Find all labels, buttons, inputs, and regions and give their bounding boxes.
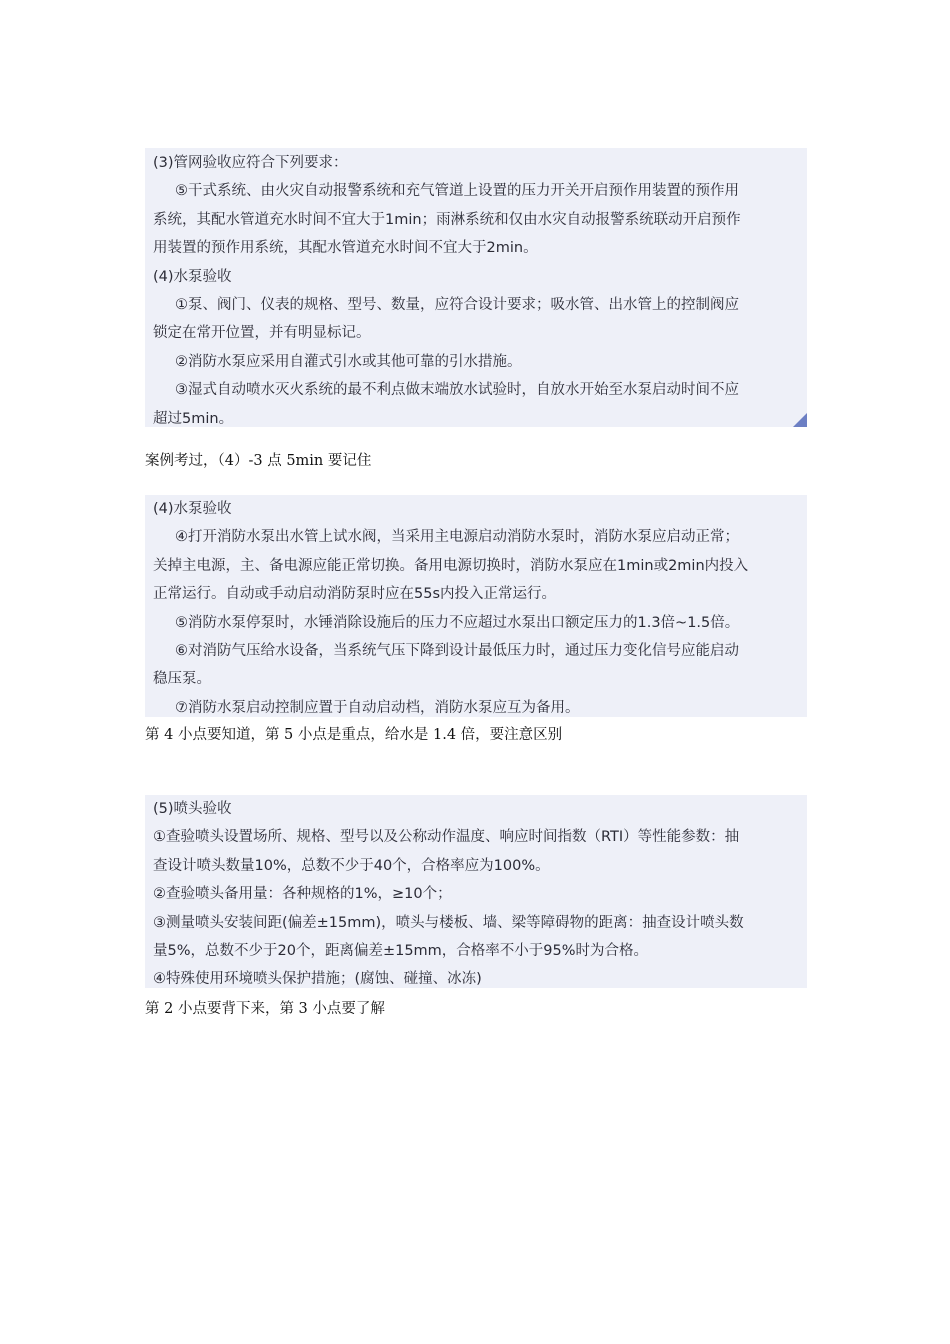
text-line: ②查验喷头备用量：各种规格的1%，≥10个；	[153, 886, 452, 903]
excerpt-box-pump-acceptance	[145, 495, 807, 717]
text-line: ④特殊使用环境喷头保护措施；(腐蚀、碰撞、冰冻)	[153, 971, 482, 988]
excerpt-box-pipe-and-pump	[145, 148, 807, 427]
study-note-1: 案例考过，（4）-3 点 5min 要记住	[145, 453, 372, 469]
text-line: ①查验喷头设置场所、规格、型号以及公称动作温度、响应时间指数（RTI）等性能参数：抽	[153, 829, 740, 846]
text-line: 锁定在常开位置，并有明显标记。	[153, 325, 371, 342]
text-line: ②消防水泵应采用自灌式引水或其他可靠的引水措施。	[175, 353, 522, 370]
corner-triangle-icon	[793, 413, 807, 427]
text-line: ⑤干式系统、由火灾自动报警系统和充气管道上设置的压力开关开启预作用装置的预作用	[175, 183, 739, 200]
text-line: ⑥对消防气压给水设备，当系统气压下降到设计最低压力时，通过压力变化信号应能启动	[175, 643, 739, 660]
study-note-2: 第 4 小点要知道，第 5 小点是重点，给水是 1.4 倍，要注意区别	[145, 727, 563, 743]
text-line: ⑦消防水泵启动控制应置于自动启动档，消防水泵应互为备用。	[175, 699, 580, 716]
text-line: ③湿式自动喷水灭火系统的最不利点做末端放水试验时，自放水开始至水泵启动时间不应	[175, 382, 739, 399]
text-line: 查设计喷头数量10%，总数不少于40个，合格率应为100%。	[153, 857, 550, 874]
study-note-3: 第 2 小点要背下来，第 3 小点要了解	[145, 1001, 385, 1017]
text-line: 关掉主电源，主、备电源应能正常切换。备用电源切换时，消防水泵应在1min或2min内投入	[153, 557, 749, 574]
text-line: ①泵、阀门、仪表的规格、型号、数量，应符合设计要求；吸水管、出水管上的控制阀应	[175, 297, 739, 314]
heading-sprinkler-acceptance: (5)喷头验收	[153, 801, 232, 817]
heading-pump-acceptance: (4)水泵验收	[153, 268, 232, 285]
text-line: 超过5min。	[153, 410, 234, 427]
text-line: ④打开消防水泵出水管上试水阀，当采用主电源启动消防水泵时，消防水泵应启动正常；	[175, 529, 739, 546]
text-line: 正常运行。自动或手动启动消防泵时应在55s内投入正常运行。	[153, 586, 557, 603]
heading-pipe-acceptance: (3)管网验收应符合下列要求：	[153, 155, 348, 171]
excerpt-box-sprinkler-acceptance	[145, 795, 807, 988]
text-line: 用装置的预作用系统，其配水管道充水时间不宜大于2min。	[153, 240, 538, 257]
text-line: 系统，其配水管道充水时间不宜大于1min；雨淋系统和仅由水灾自动报警系统联动开启预作	[153, 211, 741, 228]
text-line: ⑤消防水泵停泵时，水锤消除设施后的压力不应超过水泵出口额定压力的1.3倍~1.5倍。	[175, 614, 740, 631]
text-line: ③测量喷头安装间距(偏差±15mm)，喷头与楼板、墙、梁等障碍物的距离：抽查设计喷头数	[153, 914, 744, 931]
text-line: 稳压泵。	[153, 671, 211, 688]
text-line: 量5%，总数不少于20个，距离偏差±15mm，合格率不小于95%时为合格。	[153, 943, 649, 960]
heading-pump-acceptance: (4)水泵验收	[153, 501, 232, 517]
